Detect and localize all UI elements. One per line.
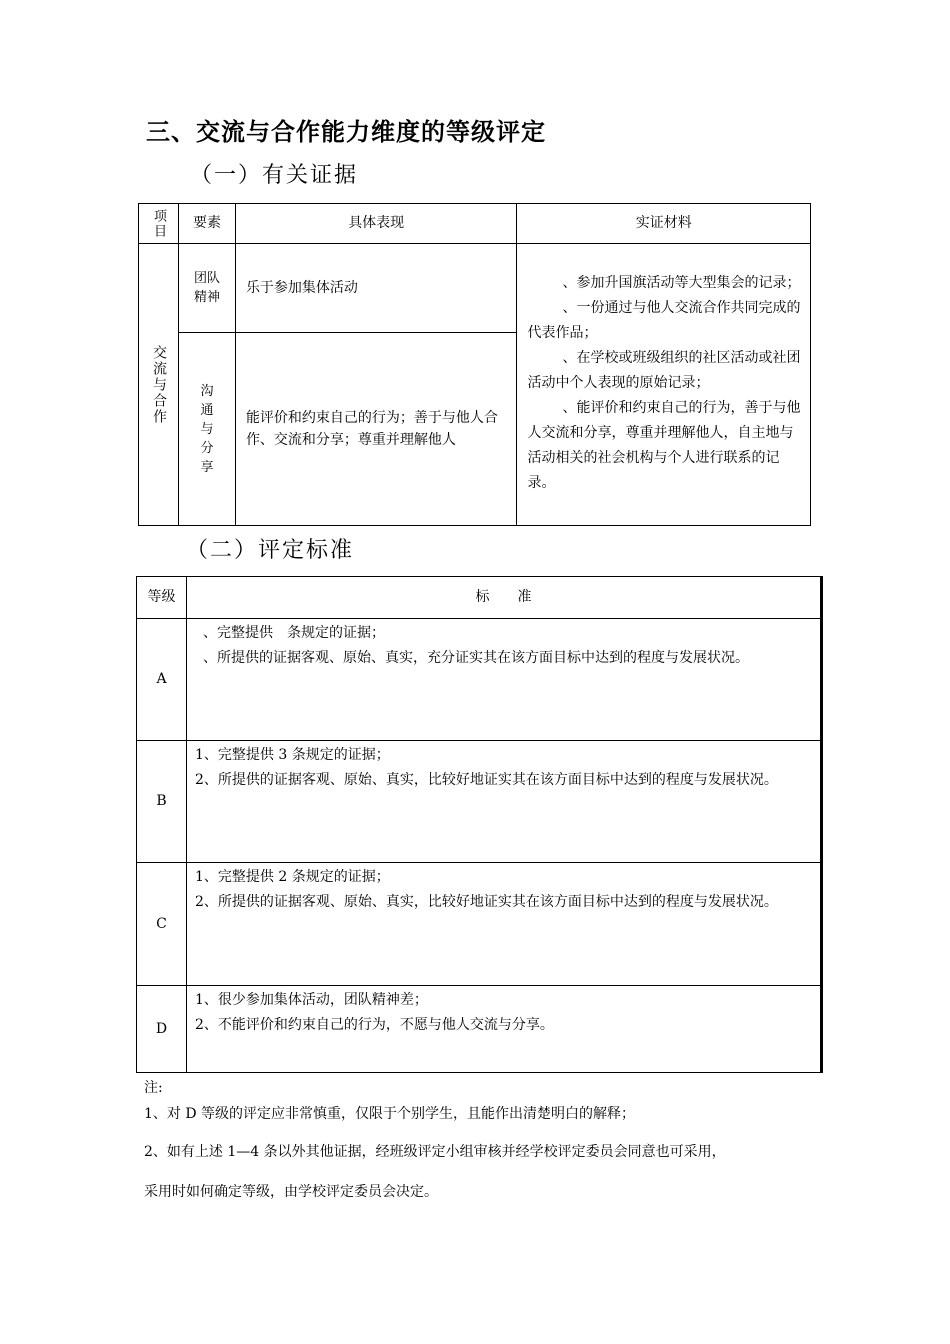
grade-b: B — [137, 741, 187, 863]
note-line: 1、对 D 等级的评定应非常慎重，仅限于个别学生，且能作出清楚明白的解释； — [144, 1106, 636, 1122]
standard-table — [136, 576, 823, 1073]
page-heading: 三、交流与合作能力维度的等级评定 — [146, 118, 546, 146]
standard-line: 1、完整提供 2 条规定的证据； — [195, 869, 390, 885]
evidence-item: 、一份通过与他人交流合作共同完成的代表作品； — [527, 300, 801, 341]
section1-title: （一）有关证据 — [190, 163, 359, 188]
standard-line: 2、所提供的证据客观、原始、真实，比较好地证实其在该方面目标中达到的程度与发展状况。 — [195, 772, 778, 788]
grade-c: C — [137, 863, 187, 986]
header-standard: 标 准 — [187, 577, 822, 619]
header-behavior: 具体表现 — [235, 204, 517, 244]
standard-b — [187, 741, 822, 863]
grade-d: D — [137, 986, 187, 1073]
standard-c — [187, 863, 822, 986]
header-grade: 等级 — [137, 577, 187, 619]
standard-a — [187, 619, 822, 741]
standard-line: 、所提供的证据客观、原始、真实，充分证实其在该方面目标中达到的程度与发展状况。 — [203, 650, 749, 666]
section2-title: （二）评定标准 — [186, 538, 355, 563]
standard-line: 1、很少参加集体活动，团队精神差； — [195, 992, 428, 1008]
standard-line: 2、所提供的证据客观、原始、真实，比较好地证实其在该方面目标中达到的程度与发展状况。 — [195, 894, 778, 910]
standard-line: 、完整提供 条规定的证据； — [203, 625, 385, 641]
behavior-communication: 能评价和约束自己的行为；善于与他人合作、交流和分享；尊重并理解他人 — [235, 333, 517, 526]
note-line: 2、如有上述 1—4 条以外其他证据，经班级评定小组审核并经学校评定委员会同意也可采用， — [144, 1144, 726, 1160]
evidence-cell — [517, 244, 811, 526]
evidence-item: 、参加升国旗活动等大型集会的记录； — [562, 275, 801, 291]
evidence-item: 、在学校或班级组织的社区活动或社团活动中个人表现的原始记录； — [527, 350, 801, 391]
standard-line: 2、不能评价和约束自己的行为，不愿与他人交流与分享。 — [195, 1017, 554, 1033]
note-line: 采用时如何确定等级，由学校评定委员会决定。 — [144, 1184, 438, 1200]
standard-d — [187, 986, 822, 1073]
notes-label: 注: — [144, 1080, 163, 1096]
grade-a: A — [137, 619, 187, 741]
behavior-team-spirit: 乐于参加集体活动 — [235, 244, 517, 333]
standard-line: 1、完整提供 3 条规定的证据； — [195, 747, 390, 763]
item-cell: 交流与合作 — [139, 244, 179, 526]
notes — [144, 1078, 824, 1202]
header-element: 要素 — [178, 204, 235, 244]
element-team-spirit: 团队精神 — [178, 244, 235, 333]
header-item: 项目 — [139, 204, 179, 244]
evidence-item: 、能评价和约束自己的行为，善于与他人交流和分享，尊重并理解他人，自主地与活动相关的社会机构与个人进行联系的记录。 — [527, 400, 801, 491]
element-communication: 沟通与分享 — [178, 333, 235, 526]
evidence-table — [138, 203, 811, 526]
header-evidence: 实证材料 — [517, 204, 811, 244]
